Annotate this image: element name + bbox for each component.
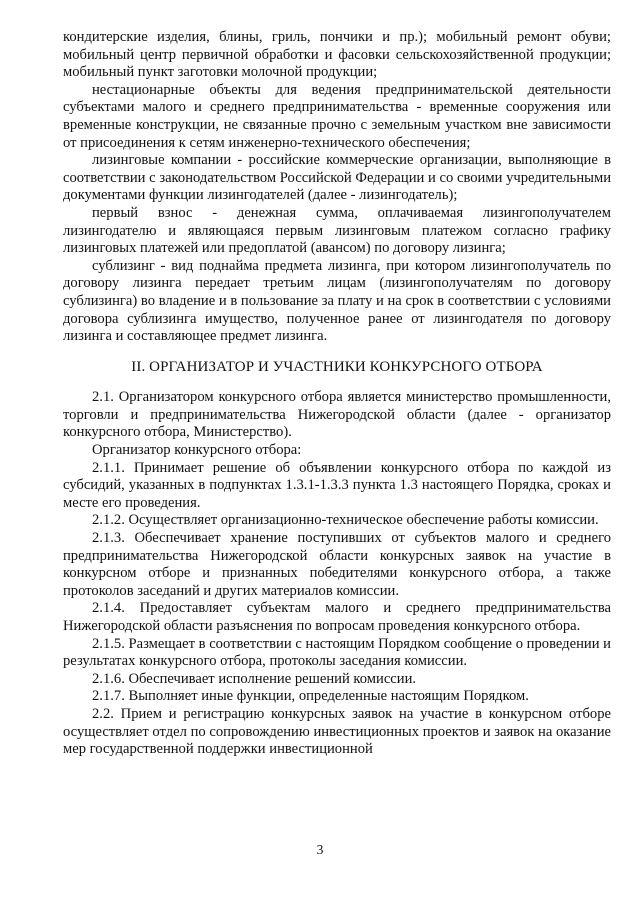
paragraph-2-1-1: 2.1.1. Принимает решение об объявлении конкурсного отбора по каждой из субсидий, указанных в подпунктах 1.3.1-1.3.3 пункта 1.3 настоящего Порядка, сроках и месте его проведения.	[63, 459, 611, 511]
paragraph-2-1: 2.1. Организатором конкурсного отбора является министерство промышленности, торговли и предпринимательства Нижегородской области (далее - организатор конкурсного отбора, Министерство).	[63, 389, 611, 441]
paragraph-definition-first-payment: первый взнос - денежная сумма, оплачиваемая лизингополучателем лизингодателю и являющаяся первым лизинговым платежом согласно графику лизинговых платежей или предоплатой (авансом) по договору лизинга;	[63, 204, 611, 257]
paragraph-2-1-6: 2.1.6. Обеспечивает исполнение решений комиссии.	[92, 670, 417, 687]
paragraph-definition-non-stationary-objects: нестационарные объекты для ведения предпринимательской деятельности субъектами малого и среднего предпринимательства - временные сооружения или временные конструкции, не связанные прочно с земельным участком вне зависимости от присоединения к сетям инженерно-технического обеспечения;	[63, 81, 611, 151]
paragraph-continuation-mobile-objects: кондитерские изделия, блины, гриль, пончики и пр.); мобильный ремонт обуви; мобильный центр первичной обработки и фасовки сельскохозяйственной продукции; мобильный пункт заготовки молочной продукции;	[63, 29, 611, 81]
paragraph-2-2: 2.2. Прием и регистрацию конкурсных заявок на участие в конкурсном отборе осуществляет отдел по сопровождению инвестиционных проектов и заявок на оказание мер государственной поддержки инвестиционной	[63, 705, 611, 758]
paragraph-organizer-intro: Организатор конкурсного отбора:	[92, 442, 302, 459]
document-body	[63, 29, 611, 759]
paragraph-2-1-4: 2.1.4. Предоставляет субъектам малого и среднего предпринимательства Нижегородской области разъяснения по вопросам проведения конкурсного отбора.	[63, 600, 611, 634]
paragraph-definition-subleasing: сублизинг - вид поднайма предмета лизинга, при котором лизингополучатель по договору лизинга передает третьим лицам (лизингополучателям по договору сублизинга) во владение и в пользование за плату и на срок в соответствии с условиями договора сублизинга имущество, полученное ранее от лизингодателя по договору лизинга и составляющее предмет лизинга.	[63, 257, 611, 345]
paragraph-definition-leasing-companies: лизинговые компании - российские коммерческие организации, выполняющие в соответствии с законодательством Российской Федерации и со своими учредительными документами функции лизингодателей (далее - лизингодатель);	[63, 152, 611, 204]
paragraph-2-1-2: 2.1.2. Осуществляет организационно-техническое обеспечение работы комиссии.	[92, 512, 599, 529]
paragraph-2-1-7: 2.1.7. Выполняет иные функции, определенные настоящим Порядком.	[92, 688, 529, 705]
page-number: 3	[316, 842, 324, 857]
paragraph-2-1-5: 2.1.5. Размещает в соответствии с настоящим Порядком сообщение о проведении и результатах конкурсного отбора, протоколы заседания комиссии.	[63, 635, 611, 670]
section-heading: II. ОРГАНИЗАТОР И УЧАСТНИКИ КОНКУРСНОГО ОТБОРА	[131, 358, 543, 375]
paragraph-2-1-3: 2.1.3. Обеспечивает хранение поступивших от субъектов малого и среднего предпринимательства Нижегородской области конкурсных заявок на участие в конкурсном отборе и признанных победителями конкурсного отбора, а также протоколов заседаний и других материалов комиссии.	[63, 530, 611, 599]
